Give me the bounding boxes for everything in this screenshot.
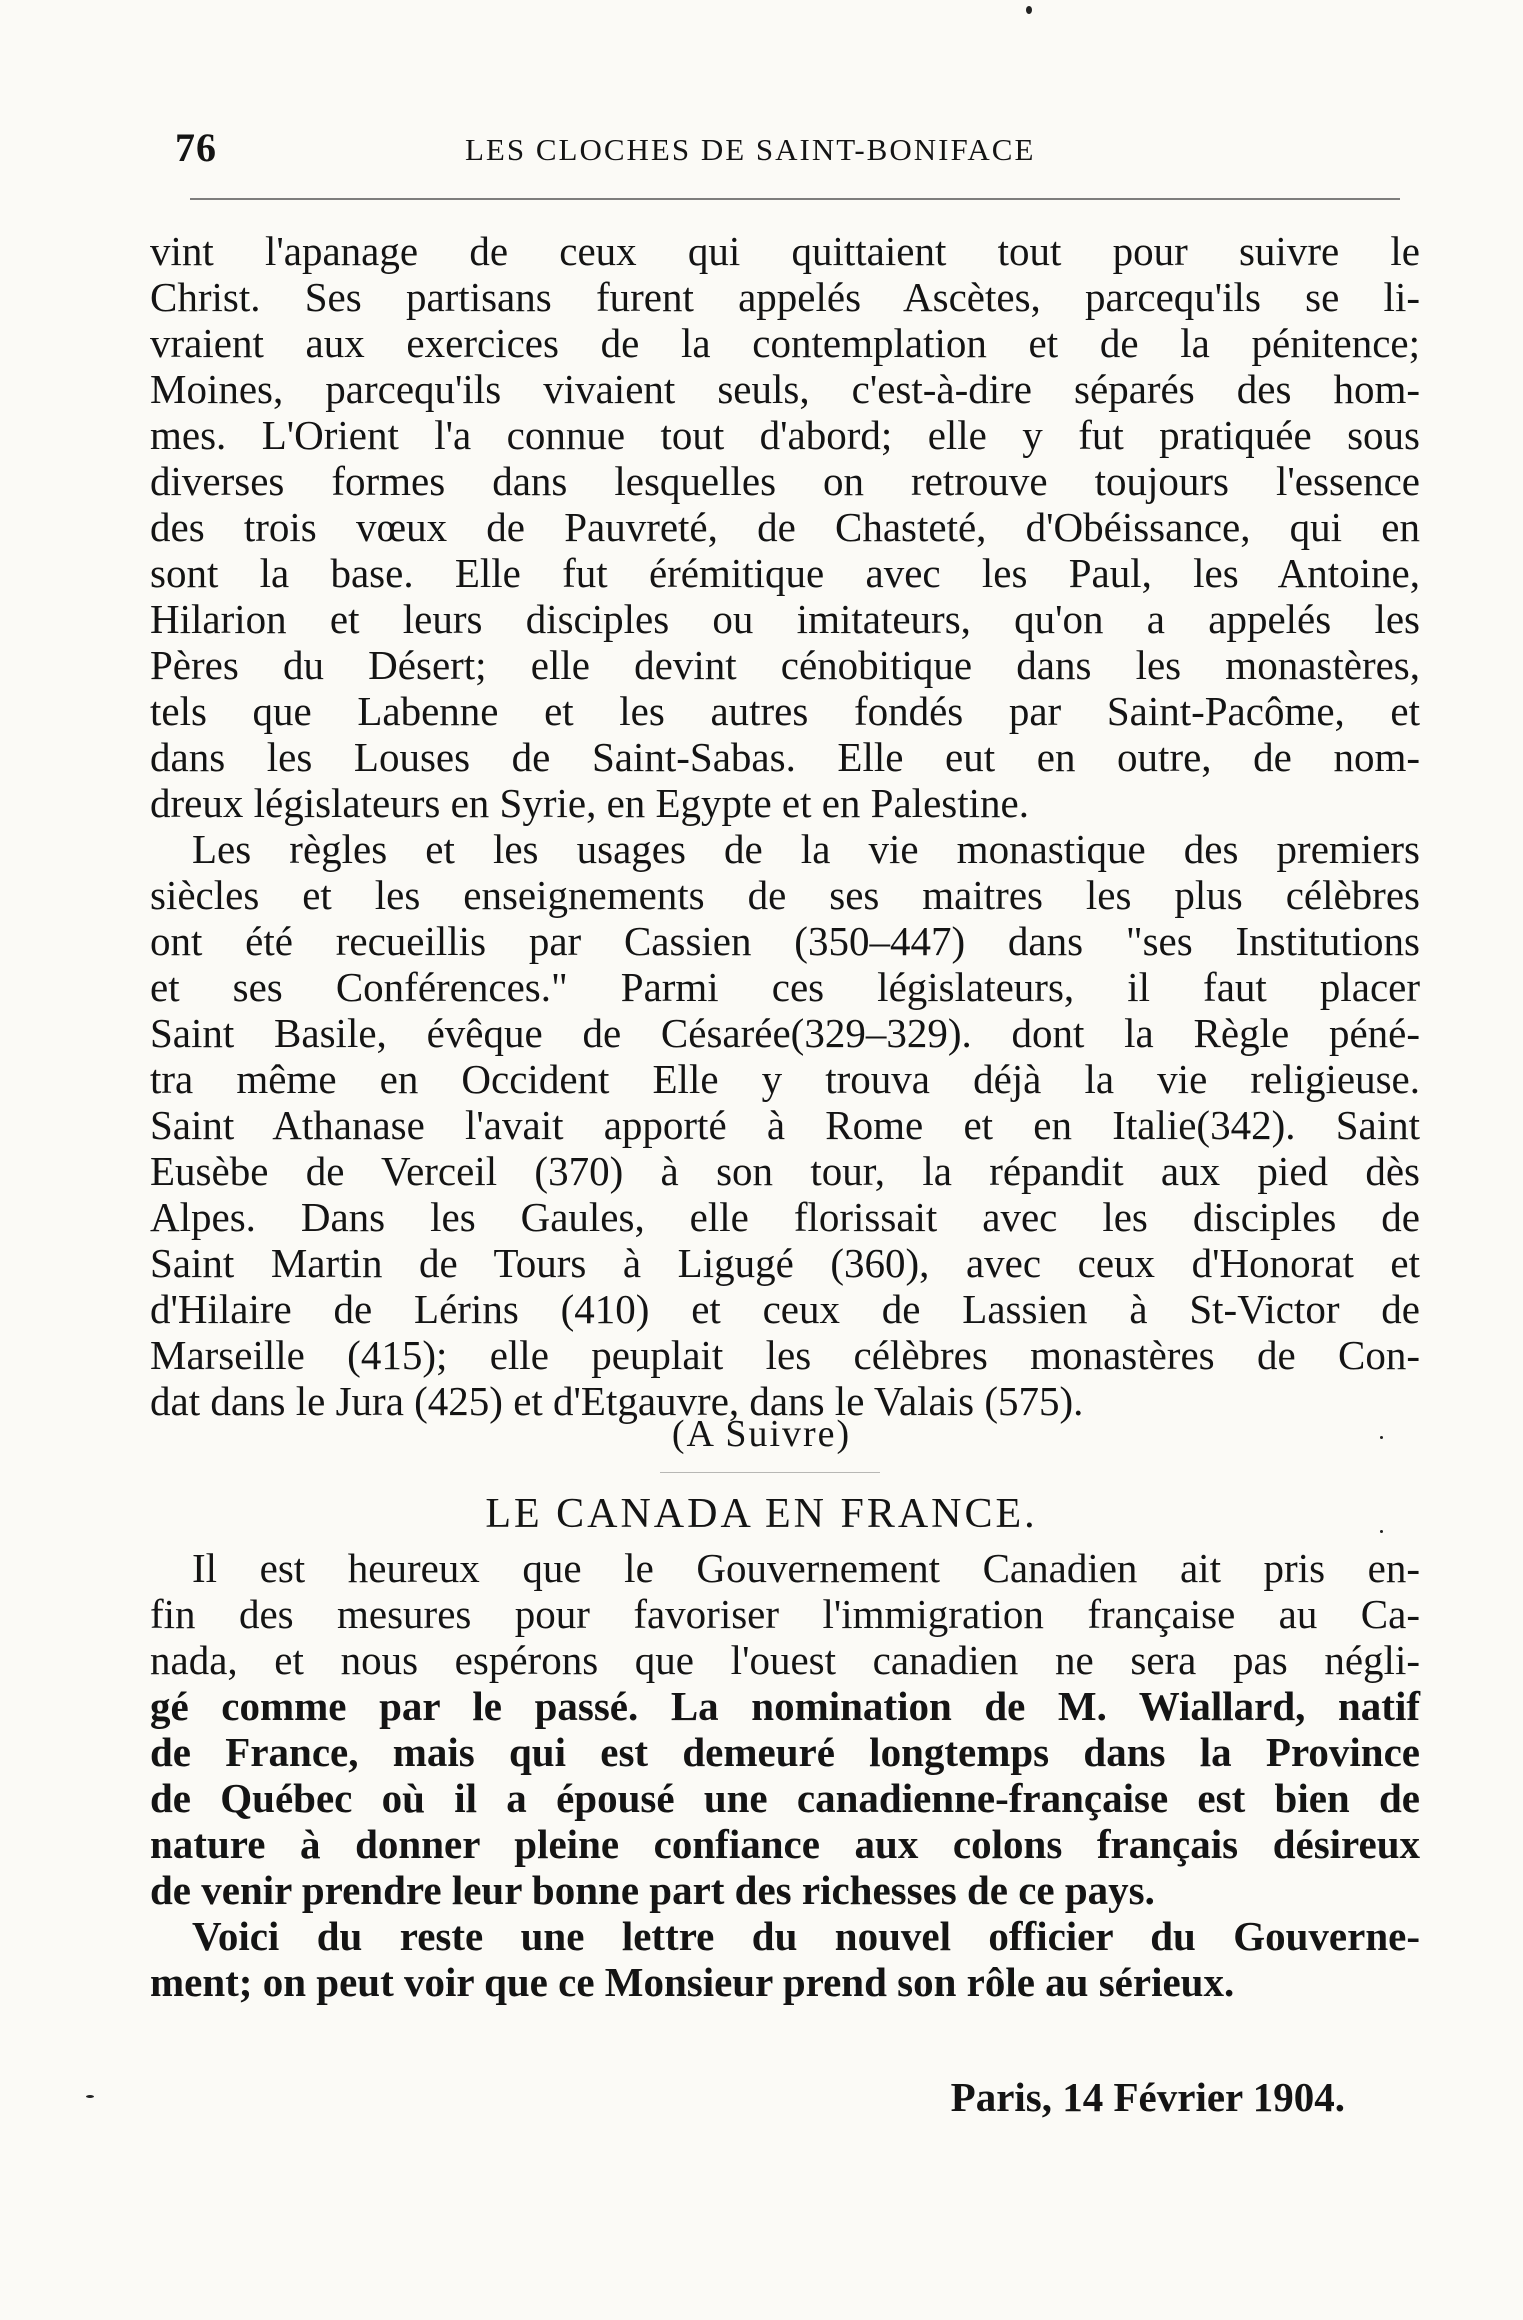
page-number: 76 [175,125,217,170]
text-line: mes. L'Orient l'a connue tout d'abord; elle y fut pratiquée sous [150,412,1420,458]
text-line: Hilarion et leurs disciples ou imitateurs, qu'on a appelés les [150,596,1420,642]
article2-paragraph-2 [150,1913,1420,2005]
article2-paragraph-1 [150,1545,1420,1913]
text-line: Alpes. Dans les Gaules, elle florissait avec les disciples de [150,1194,1420,1240]
print-speck [1380,1530,1383,1533]
text-line: Pères du Désert; elle devint cénobitique dans les monastères, [150,642,1420,688]
article2-body [150,1545,1420,2005]
article1-paragraph-1 [150,228,1420,826]
text-line: fin des mesures pour favoriser l'immigration française au Ca- [150,1591,1420,1637]
text-line: tels que Labenne et les autres fondés par Saint-Pacôme, et [150,688,1420,734]
section-title: LE CANADA EN FRANCE. [485,1491,1038,1537]
letter-dateline: Paris, 14 Février 1904. [950,2074,1345,2120]
text-line: nature à donner pleine confiance aux colons français désireux [150,1821,1420,1867]
text-line: dreux législateurs en Syrie, en Egypte et en Palestine. [150,780,1029,826]
text-line: ont été recueillis par Cassien (350–447) dans "ses Institutions [150,918,1420,964]
text-line: dans les Louses de Saint-Sabas. Elle eut en outre, de nom- [150,734,1420,780]
text-line: ment; on peut voir que ce Monsieur prend son rôle au sérieux. [150,1959,1235,2005]
text-line: diverses formes dans lesquelles on retrouve toujours l'essence [150,458,1420,504]
text-line: Moines, parcequ'ils vivaient seuls, c'est-à-dire séparés des hom- [150,366,1420,412]
text-line: tra même en Occident Elle y trouva déjà la vie religieuse. [150,1056,1420,1102]
text-line: de France, mais qui est demeuré longtemps dans la Province [150,1729,1420,1775]
text-line: vraient aux exercices de la contemplation et de la pénitence; [150,320,1420,366]
text-line: sont la base. Elle fut érémitique avec les Paul, les Antoine, [150,550,1420,596]
print-speck [1026,6,1032,14]
text-line: nada, et nous espérons que l'ouest canadien ne sera pas négli- [150,1637,1420,1683]
running-title: LES CLOCHES DE SAINT-BONIFACE [465,132,1036,167]
text-line: de venir prendre leur bonne part des richesses de ce pays. [150,1867,1155,1913]
text-line: Eusèbe de Verceil (370) à son tour, la répandit aux pied dès [150,1148,1420,1194]
text-line: Saint Martin de Tours à Ligugé (360), avec ceux d'Honorat et [150,1240,1420,1286]
section-separator [660,1472,880,1473]
text-line: Il est heureux que le Gouvernement Canadien ait pris en- [192,1545,1420,1591]
text-line: et ses Conférences." Parmi ces législateurs, il faut placer [150,964,1420,1010]
text-line: Marseille (415); elle peuplait les célèbres monastères de Con- [150,1332,1420,1378]
print-speck [1380,1436,1383,1439]
text-line: Les règles et les usages de la vie monastique des premiers [192,826,1420,872]
text-line: siècles et les enseignements de ses maitres les plus célèbres [150,872,1420,918]
article1-paragraph-2 [150,826,1420,1424]
text-line: Voici du reste une lettre du nouvel officier du Gouverne- [192,1913,1420,1959]
text-line: vint l'apanage de ceux qui quittaient tout pour suivre le [150,228,1420,274]
text-line: des trois vœux de Pauvreté, de Chasteté, d'Obéissance, qui en [150,504,1420,550]
text-line: dat dans le Jura (425) et d'Etgauvre, dans le Valais (575). [150,1378,1084,1424]
page-header [175,118,1425,178]
text-line: Saint Athanase l'avait apporté à Rome et en Italie(342). Saint [150,1102,1420,1148]
text-line: gé comme par le passé. La nomination de M. Wiallard, natif [150,1683,1420,1729]
text-line: de Québec où il a épousé une canadienne-française est bien de [150,1775,1420,1821]
to-be-continued: (A Suivre) [671,1413,852,1455]
header-rule [190,198,1400,200]
article1-body [150,228,1420,1424]
print-speck [86,2095,94,2098]
text-line: d'Hilaire de Lérins (410) et ceux de Lassien à St-Victor de [150,1286,1420,1332]
text-line: Christ. Ses partisans furent appelés Ascètes, parcequ'ils se li- [150,274,1420,320]
text-line: Saint Basile, évêque de Césarée(329–329). dont la Règle péné- [150,1010,1420,1056]
